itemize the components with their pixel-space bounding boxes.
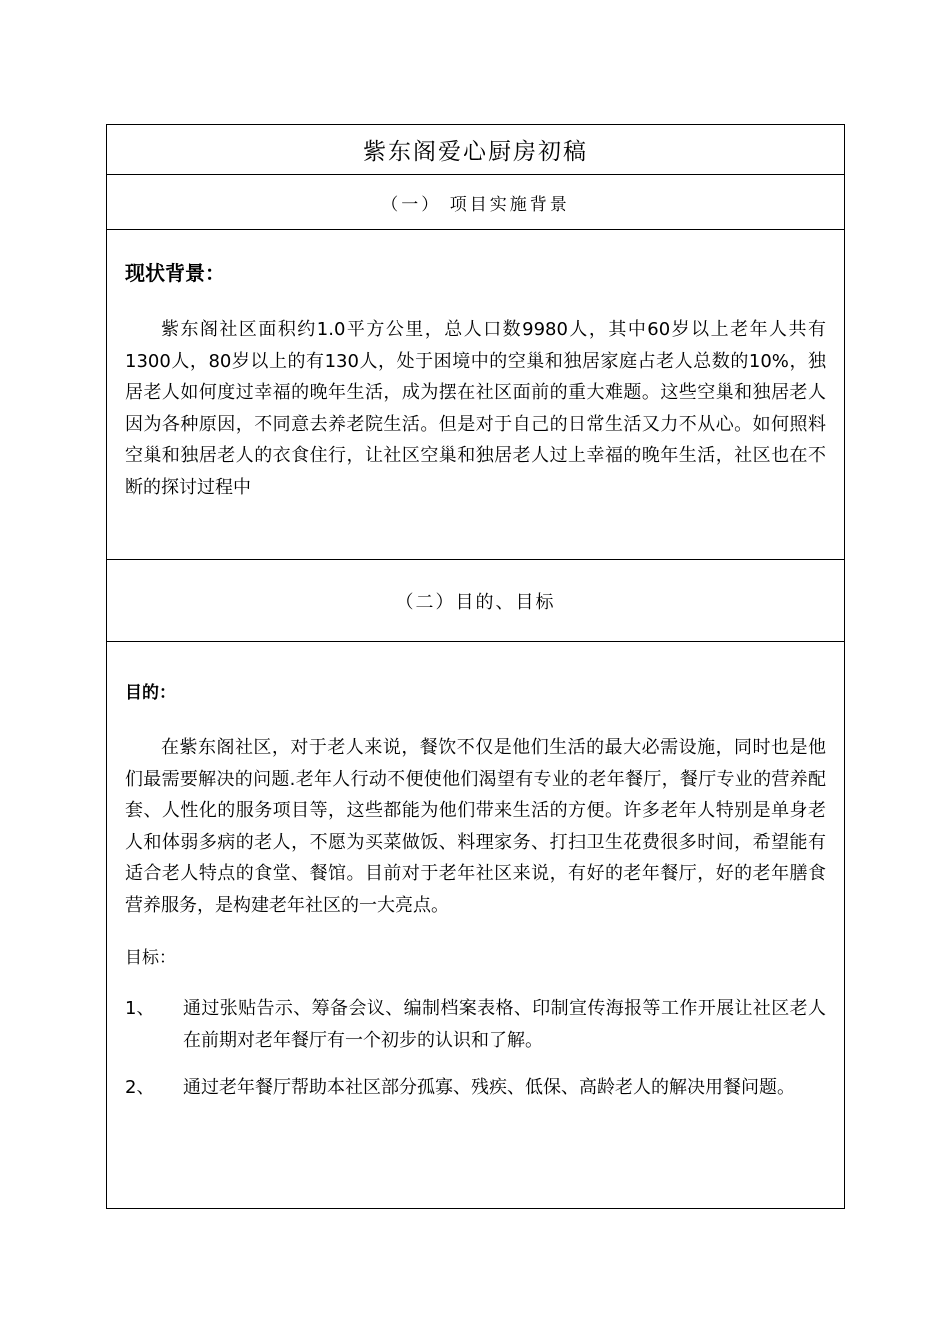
goal-text: 通过老年餐厅帮助本社区部分孤寡、残疾、低保、高龄老人的解决用餐问题。 xyxy=(183,1077,795,1098)
section2-heading-row xyxy=(107,560,844,642)
goal-item xyxy=(125,993,826,1056)
document-title: 紫东阁爱心厨房初稿 xyxy=(363,139,588,165)
section1-content xyxy=(107,230,844,560)
background-paragraph: 紫东阁社区面积约1.0平方公里，总人口数9980人，其中60岁以上老年人共有 1300人，80岁以上的有130人，处于困境中的空巢和独居家庭占老人总数的10%，独居老人如何度过幸福的晚年生活，成为摆在社区面前的重大难题。这些空巢和独居老人因为各种原因，不同意去养老院生活。但是对于自己的日常生活又力不从心。如何照料空巢和独居老人的衣食住行，让社区空巢和独居老人过上幸福的晚年生活，社区也在不断的探讨过程中 xyxy=(125,319,826,498)
background-subheading: 现状背景： xyxy=(125,261,225,285)
purpose-paragraph: 在紫东阁社区，对于老人来说，餐饮不仅是他们生活的最大必需设施，同时也是他们最需要解决的问题.老年人行动不便使他们渴望有专业的老年餐厅，餐厅专业的营养配套、人性化的服务项目等，这些都能为他们带来生活的方便。许多老年人特别是单身老人和体弱多病的老人，不愿为买菜做饭、料理家务、打扫卫生花费很多时间，希望能有适合老人特点的食堂、餐馆。目前对于老年社区来说，有好的老年餐厅，好的老年膳食营养服务，是构建老年社区的一大亮点。 xyxy=(125,737,826,916)
purpose-label: 目的： xyxy=(125,683,176,703)
title-row xyxy=(107,125,844,175)
document-table xyxy=(106,124,845,1209)
goal-label: 目标： xyxy=(125,948,176,968)
goal-item xyxy=(125,1072,826,1104)
section1-heading-row xyxy=(107,175,844,230)
goal-text: 通过张贴告示、筹备会议、编制档案表格、印制宣传海报等工作开展让社区老人在前期对老年餐厅有一个初步的认识和了解。 xyxy=(183,998,826,1051)
goal-number: 2、 xyxy=(125,1077,155,1098)
section2-content xyxy=(107,642,844,1208)
goal-number: 1、 xyxy=(125,998,155,1019)
section1-heading: （一） 项目实施背景 xyxy=(381,194,570,215)
section2-heading: （二）目的、目标 xyxy=(395,591,556,613)
